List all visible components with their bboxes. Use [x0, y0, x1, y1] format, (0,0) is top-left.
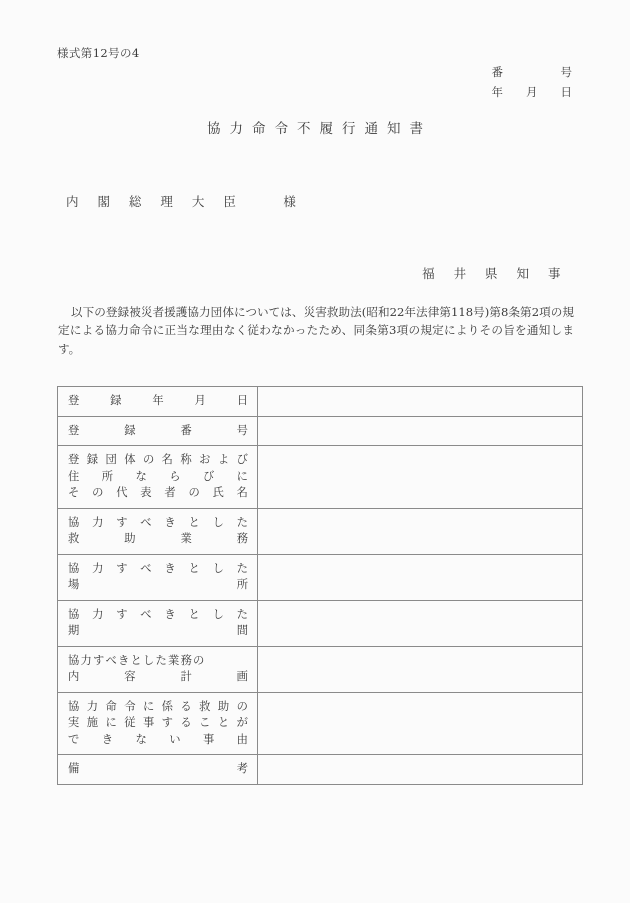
table-row: [58, 446, 583, 509]
row-label-line: 住 所 な ら び に: [68, 469, 248, 483]
table-row: [58, 416, 583, 446]
table-row: [58, 646, 583, 692]
row-value-cooperation-period[interactable]: [258, 600, 583, 646]
row-label-line: そ の 代 表 者 の 氏 名: [68, 486, 248, 499]
form-number: 様式第12号の4: [57, 46, 140, 60]
row-label-line: 協 力 す べ き と し た: [68, 561, 248, 575]
row-label-reason-unable-to-comply: [58, 692, 258, 755]
row-value-rescue-operations[interactable]: [258, 508, 583, 554]
row-label-line: 協 力 命 令 に 係 る 救 助 の: [68, 699, 248, 713]
row-label-organization-name-address-representative: [58, 446, 258, 509]
row-label-line: 期 間: [68, 624, 248, 637]
row-value-registration-number[interactable]: [258, 416, 583, 446]
document-number-line: 番 号: [491, 65, 572, 79]
row-value-registration-date[interactable]: [258, 387, 583, 417]
row-value-remarks[interactable]: [258, 755, 583, 785]
detail-table: [57, 386, 583, 785]
row-label-line: 場 所: [68, 578, 248, 591]
row-label-line: 登 録 番 号: [68, 423, 248, 437]
row-label-line: 登 録 団 体 の 名 称 お よ び: [68, 453, 248, 466]
row-value-operation-content-plan[interactable]: [258, 646, 583, 692]
issuer-line: 福 井 県 知 事: [422, 266, 568, 281]
table-row: [58, 755, 583, 785]
row-label-cooperation-place: [58, 554, 258, 600]
row-value-reason-unable-to-comply[interactable]: [258, 692, 583, 755]
row-label-line: 協 力 す べ き と し た 業 務 の: [68, 653, 206, 667]
page-title: 協力命令不履行通知書: [207, 121, 432, 137]
row-label-registration-date: [58, 387, 258, 417]
row-label-line: 救 助 業 務: [68, 532, 248, 545]
row-label-operation-content-plan: [58, 646, 258, 692]
row-label-remarks: [58, 755, 258, 785]
body-text: [58, 303, 574, 358]
row-label-line: 協 力 す べ き と し た: [68, 607, 248, 621]
row-label-line: 実 施 に 従 事 す る こ と が: [68, 716, 248, 729]
detail-table-body: [58, 387, 583, 785]
document-meta: [492, 62, 573, 102]
table-row: [58, 692, 583, 755]
document-date-line: 年 月 日: [491, 85, 572, 99]
row-value-organization-name-address-representative[interactable]: [258, 446, 583, 509]
row-label-line: 備 考: [68, 762, 248, 775]
row-label-line: で き な い 事 由: [68, 732, 248, 746]
addressee-line: 内 閣 総 理 大 臣 様: [66, 194, 304, 209]
table-row: [58, 554, 583, 600]
body-paragraph: 以下の登録被災者援護協力団体については、災害救助法(昭和22年法律第118号)第8条第2項の規定による協力命令に正当な理由なく従わなかったため、同条第3項の規定によりその旨を通知します。: [58, 305, 574, 356]
row-label-registration-number: [58, 416, 258, 446]
table-row: [58, 387, 583, 417]
row-label-cooperation-period: [58, 600, 258, 646]
table-row: [58, 600, 583, 646]
table-row: [58, 508, 583, 554]
row-value-cooperation-place[interactable]: [258, 554, 583, 600]
row-label-line: 登 録 年 月 日: [68, 394, 248, 407]
row-label-line: 内 容 計 画: [68, 670, 248, 683]
row-label-rescue-operations: [58, 508, 258, 554]
row-label-line: 協 力 す べ き と し た: [68, 515, 248, 529]
